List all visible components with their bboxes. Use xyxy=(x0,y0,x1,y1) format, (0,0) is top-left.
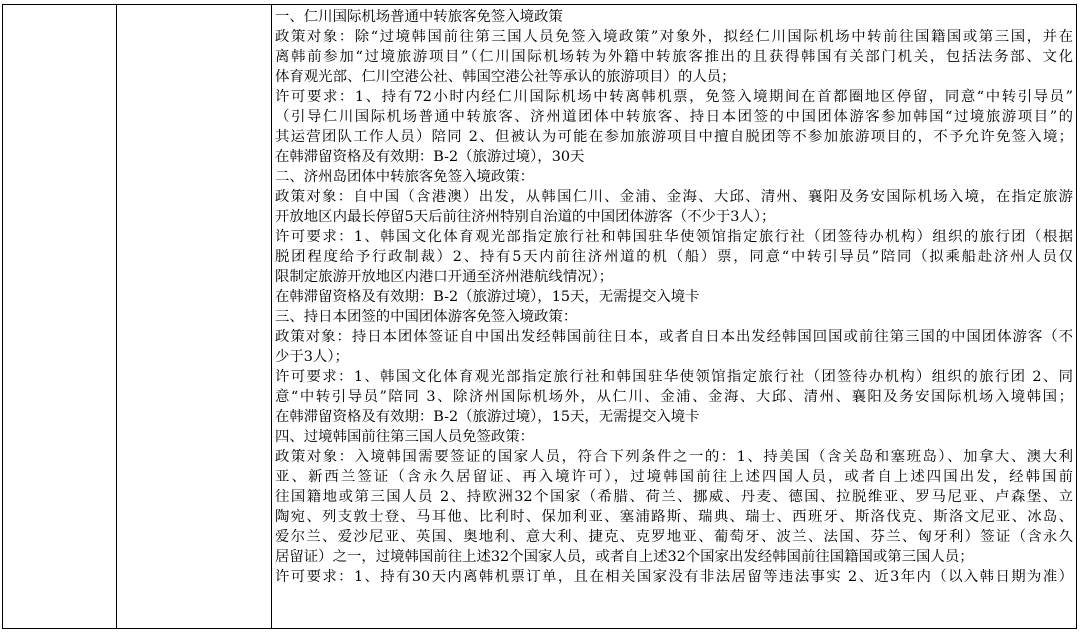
text-line: 政策对象：入境韩国需要签证的国家人员，符合下列条件之一的：1、持美国（含关岛和塞班岛）、加拿大、澳大利 xyxy=(275,449,1073,465)
text-line: 意“中转引导员”陪同 3、除济州国际机场外，从仁川、金浦、金海、大邱、清州、襄阳及务安国际机场入境韩国； xyxy=(275,389,1073,405)
text-line: 政策对象：除“过境韩国前往第三国人员免签入境政策”对象外，拟经仁川国际机场中转前往国籍国或第三国，并在 xyxy=(275,29,1073,45)
table-cell-subcategory xyxy=(117,5,272,628)
text-line: 政策对象：自中国（含港澳）出发，从韩国仁川、金浦、金海、大邱、清州、襄阳及务安国际机场入境，在指定旅游 xyxy=(275,189,1073,205)
text-line: 许可要求：1、持有30天内离韩机票订单，且在相关国家没有非法居留等违法事实 2、近3年内（以入韩日期为准） xyxy=(275,569,1073,585)
text-line: 四、过境韩国前往第三国人员免签政策： xyxy=(275,429,535,445)
text-line: 脱团程度给予行政制裁）2、持有5天内前往济州道的机（船）票，同意“中转引导员”陪同（拟乘船赴济州人员仅 xyxy=(275,249,1073,265)
text-line: 在韩滞留资格及有效期：B-2（旅游过境），15天，无需提交入境卡 xyxy=(275,289,700,305)
text-line: 少于3人）； xyxy=(275,349,349,365)
text-line: 其运营团队工作人员）陪同 2、但被认为可能在参加旅游项目中擅自脱团等不参加旅游项目的，不予允许免签入境； xyxy=(275,129,1073,145)
text-line: 离韩前参加“过境旅游项目”（仁川国际机场转为外籍中转旅客推出的且获得韩国有关部门机关，包括法务部、文化 xyxy=(275,49,1073,65)
text-line: 居留证）之一，过境韩国前往上述32个国家人员，或者自上述32个国家出发经韩国前往国籍国或第三国人员； xyxy=(275,549,974,565)
text-line: 体育观光部、仁川空港公社、韩国空港公社等承认的旅游项目）的人员； xyxy=(275,69,736,85)
text-line: 爱尔兰、爱沙尼亚、英国、奥地利、意大利、捷克、克罗地亚、葡萄牙、波兰、法国、芬兰、匈牙利）签证（含永久 xyxy=(275,529,1073,545)
text-line: 陶宛、列支敦士登、马耳他、比利时、保加利亚、塞浦路斯、瑞典、瑞士、西班牙、斯洛伐克、斯洛文尼亚、冰岛、 xyxy=(275,509,1073,525)
text-line: （引导仁川国际机场普通中转旅客、济州道团体中转旅客、持日本团签的中国团体游客参加韩国“过境旅游项目”的 xyxy=(275,109,1073,125)
text-line: 亚、新西兰签证（含永久居留证、再入境许可），过境韩国前往上述四国人员，或者自上述四国出发，经韩国前 xyxy=(275,469,1073,485)
text-line: 许可要求：1、持有72小时内经仁川国际机场中转离韩机票，免签入境期间在首都圈地区停留，同意“中转引导员” xyxy=(275,89,1073,105)
text-line: 限制定旅游开放地区内港口开通至济州港航线情况）； xyxy=(275,269,614,285)
table-cell-policy-text xyxy=(272,5,1076,628)
text-line: 在韩滞留资格及有效期：B-2（旅游过境），15天，无需提交入境卡 xyxy=(275,409,700,425)
text-line: 往国籍地或第三国人员 2、持欧洲32个国家（希腊、荷兰、挪威、丹麦、德国、拉脱维亚、罗马尼亚、卢森堡、立 xyxy=(275,489,1073,505)
text-line: 政策对象：持日本团体签证自中国出发经韩国前往日本，或者自日本出发经韩国回国或前往第三国的中国团体游客（不 xyxy=(275,329,1073,345)
policy-table xyxy=(2,4,1077,629)
text-line: 许可要求：1、韩国文化体育观光部指定旅行社和韩国驻华使领馆指定旅行社（团签待办机构）组织的旅行团（根据 xyxy=(275,229,1073,245)
text-line: 在韩滞留资格及有效期：B-2（旅游过境），30天 xyxy=(275,149,585,165)
table-cell-category xyxy=(3,5,117,628)
text-line: 一、仁川国际机场普通中转旅客免签入境政策 xyxy=(275,9,563,25)
text-line: 三、持日本团签的中国团体游客免签入境政策： xyxy=(275,309,578,325)
text-line: 许可要求：1、韩国文化体育观光部指定旅行社和韩国驻华使领馆指定旅行社（团签待办机构）组织的旅行团 2、同 xyxy=(275,369,1073,385)
text-line: 二、济州岛团体中转旅客免签入境政策： xyxy=(275,169,535,185)
text-line: 开放地区内最长停留5天后前往济州特别自治道的中国团体游客（不少于3人）； xyxy=(275,209,776,225)
